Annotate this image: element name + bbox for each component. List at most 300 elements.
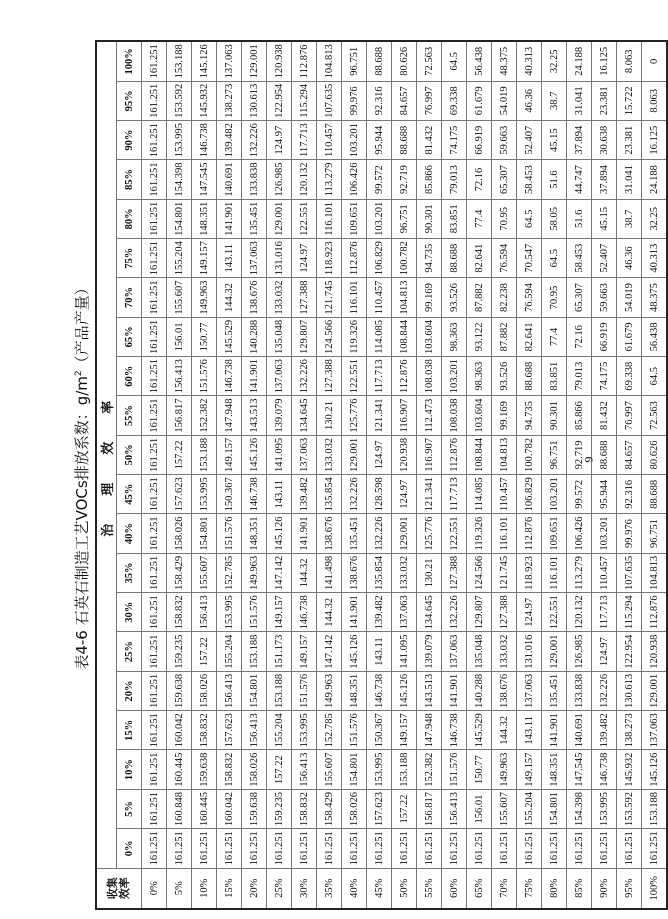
table-cell: 146.738 bbox=[192, 120, 217, 159]
table-cell: 116.907 bbox=[417, 435, 442, 474]
table-cell: 150.77 bbox=[192, 317, 217, 356]
table-cell: 148.351 bbox=[242, 514, 267, 553]
table-cell: 153.188 bbox=[642, 789, 668, 828]
table-cell: 24.188 bbox=[642, 160, 668, 199]
table-cell: 46.36 bbox=[617, 239, 642, 278]
table-cell: 137.063 bbox=[242, 239, 267, 278]
table-cell: 161.251 bbox=[467, 829, 492, 868]
corner-line1: 收集 bbox=[106, 877, 119, 900]
table-cell: 112.876 bbox=[342, 239, 367, 278]
table-cell: 80.626 bbox=[392, 41, 417, 81]
table-cell: 103.201 bbox=[442, 357, 467, 396]
table-cell: 90.301 bbox=[417, 199, 442, 238]
table-cell: 130.21 bbox=[417, 553, 442, 592]
table-cell: 138.273 bbox=[617, 711, 642, 750]
table-cell: 96.751 bbox=[392, 199, 417, 238]
table-cell: 121.341 bbox=[417, 475, 442, 514]
table-cell: 37.894 bbox=[567, 120, 592, 159]
table-cell: 24.188 bbox=[567, 41, 592, 81]
table-cell: 158.026 bbox=[342, 789, 367, 828]
table-cell: 122.551 bbox=[442, 514, 467, 553]
table-cell: 160.042 bbox=[217, 789, 242, 828]
table-cell: 157.623 bbox=[167, 475, 192, 514]
table-cell: 116.907 bbox=[392, 396, 417, 435]
table-cell: 161.251 bbox=[417, 829, 442, 868]
table-cell: 104.813 bbox=[317, 41, 342, 81]
table-cell: 128.598 bbox=[367, 475, 392, 514]
table-cell: 122.551 bbox=[292, 199, 317, 238]
table-cell: 161.251 bbox=[267, 829, 292, 868]
table-cell: 87.882 bbox=[467, 278, 492, 317]
table-cell: 151.173 bbox=[267, 632, 292, 671]
page-number: 9 bbox=[581, 456, 596, 463]
table-cell: 99.976 bbox=[617, 514, 642, 553]
table-cell: 129.807 bbox=[467, 593, 492, 632]
table-cell: 153.995 bbox=[592, 789, 617, 828]
table-cell: 115.294 bbox=[617, 593, 642, 632]
table-cell: 104.813 bbox=[642, 553, 668, 592]
table-cell: 161.251 bbox=[142, 199, 167, 238]
table-cell: 124.97 bbox=[517, 593, 542, 632]
table-cell: 88.688 bbox=[442, 239, 467, 278]
row-header: 0% bbox=[142, 868, 167, 909]
table-cell: 112.876 bbox=[392, 357, 417, 396]
row-header: 70% bbox=[492, 868, 517, 909]
table-cell: 59.663 bbox=[592, 278, 617, 317]
table-cell: 126.985 bbox=[567, 632, 592, 671]
table-cell: 69.338 bbox=[617, 357, 642, 396]
table-cell: 143.11 bbox=[267, 475, 292, 514]
table-cell: 69.338 bbox=[442, 81, 467, 120]
row-header: 50% bbox=[392, 868, 417, 909]
column-header: 15% bbox=[117, 711, 142, 750]
table-cell: 44.747 bbox=[567, 160, 592, 199]
table-cell: 107.635 bbox=[317, 81, 342, 120]
table-cell: 122.954 bbox=[267, 81, 292, 120]
table-cell: 99.169 bbox=[417, 278, 442, 317]
row-header: 35% bbox=[317, 868, 342, 909]
table-cell: 56.438 bbox=[642, 317, 668, 356]
table-cell: 77.4 bbox=[467, 199, 492, 238]
table-cell: 94.735 bbox=[517, 396, 542, 435]
column-header: 60% bbox=[117, 357, 142, 396]
table-cell: 153.188 bbox=[267, 671, 292, 710]
table-cell: 161.251 bbox=[367, 829, 392, 868]
table-cell: 119.326 bbox=[467, 514, 492, 553]
table-cell: 88.688 bbox=[642, 475, 668, 514]
table-row bbox=[417, 41, 442, 909]
table-cell: 94.735 bbox=[417, 239, 442, 278]
table-cell: 122.551 bbox=[342, 357, 367, 396]
column-header: 70% bbox=[117, 278, 142, 317]
table-cell: 143.11 bbox=[217, 239, 242, 278]
table-cell: 85.866 bbox=[567, 396, 592, 435]
table-cell: 154.801 bbox=[167, 199, 192, 238]
table-cell: 79.013 bbox=[567, 357, 592, 396]
table-cell: 161.251 bbox=[142, 553, 167, 592]
table-cell: 158.026 bbox=[242, 750, 267, 789]
table-cell: 161.251 bbox=[642, 829, 668, 868]
table-cell: 121.745 bbox=[492, 553, 517, 592]
table-row bbox=[567, 41, 592, 909]
table-cell: 116.101 bbox=[492, 514, 517, 553]
table-cell: 141.901 bbox=[442, 671, 467, 710]
table-cell: 130.21 bbox=[317, 396, 342, 435]
table-cell: 151.576 bbox=[342, 711, 367, 750]
table-cell: 72.563 bbox=[417, 41, 442, 81]
table-cell: 46.36 bbox=[517, 81, 542, 120]
table-cell: 108.844 bbox=[392, 317, 417, 356]
table-cell: 161.251 bbox=[142, 435, 167, 474]
column-header: 25% bbox=[117, 632, 142, 671]
table-cell: 158.429 bbox=[167, 553, 192, 592]
table-cell: 139.079 bbox=[267, 396, 292, 435]
table-cell: 30.638 bbox=[592, 120, 617, 159]
table-cell: 83.851 bbox=[542, 357, 567, 396]
table-cell: 146.738 bbox=[442, 711, 467, 750]
table-cell: 151.576 bbox=[442, 750, 467, 789]
table-cell: 148.351 bbox=[342, 671, 367, 710]
column-header-row bbox=[117, 41, 142, 909]
table-cell: 109.651 bbox=[542, 514, 567, 553]
table-cell: 127.388 bbox=[317, 357, 342, 396]
table-cell: 157.22 bbox=[192, 632, 217, 671]
column-header: 65% bbox=[117, 317, 142, 356]
table-cell: 160.445 bbox=[192, 789, 217, 828]
table-cell: 147.545 bbox=[192, 160, 217, 199]
table-cell: 151.576 bbox=[217, 514, 242, 553]
table-cell: 155.607 bbox=[192, 553, 217, 592]
row-header: 25% bbox=[267, 868, 292, 909]
table-row bbox=[242, 41, 267, 909]
table-cell: 161.251 bbox=[142, 829, 167, 868]
table-cell: 161.251 bbox=[142, 41, 167, 81]
table-cell: 103.604 bbox=[467, 396, 492, 435]
table-cell: 96.751 bbox=[642, 514, 668, 553]
table-cell: 141.901 bbox=[292, 514, 317, 553]
table-cell: 161.251 bbox=[217, 829, 242, 868]
table-cell: 153.995 bbox=[217, 593, 242, 632]
table-cell: 161.251 bbox=[242, 829, 267, 868]
table-cell: 137.063 bbox=[267, 357, 292, 396]
table-cell: 161.251 bbox=[567, 829, 592, 868]
table-cell: 161.251 bbox=[142, 357, 167, 396]
table-cell: 161.251 bbox=[592, 829, 617, 868]
table-cell: 95.944 bbox=[592, 475, 617, 514]
table-cell: 160.042 bbox=[167, 711, 192, 750]
table-cell: 120.132 bbox=[567, 593, 592, 632]
table-cell: 149.157 bbox=[217, 435, 242, 474]
row-header: 10% bbox=[192, 868, 217, 909]
table-cell: 8.063 bbox=[617, 41, 642, 81]
table-cell: 15.722 bbox=[617, 81, 642, 120]
column-header: 0% bbox=[117, 829, 142, 868]
table-cell: 141.901 bbox=[242, 357, 267, 396]
table-cell: 51.6 bbox=[567, 199, 592, 238]
table-cell: 74.175 bbox=[442, 120, 467, 159]
table-cell: 64.5 bbox=[442, 41, 467, 81]
table-row bbox=[267, 41, 292, 909]
table-cell: 139.482 bbox=[217, 120, 242, 159]
column-header: 30% bbox=[117, 593, 142, 632]
table-cell: 135.451 bbox=[542, 671, 567, 710]
table-row bbox=[392, 41, 417, 909]
table-cell: 106.426 bbox=[567, 514, 592, 553]
table-cell: 137.063 bbox=[392, 593, 417, 632]
table-cell: 118.923 bbox=[317, 239, 342, 278]
table-cell: 161.251 bbox=[442, 829, 467, 868]
table-cell: 156.817 bbox=[167, 396, 192, 435]
table-cell: 116.101 bbox=[342, 278, 367, 317]
table-cell: 154.398 bbox=[167, 160, 192, 199]
column-header: 75% bbox=[117, 239, 142, 278]
table-cell: 85.866 bbox=[417, 160, 442, 199]
table-cell: 125.776 bbox=[417, 514, 442, 553]
table-cell: 124.97 bbox=[292, 239, 317, 278]
table-row bbox=[467, 41, 492, 909]
table-cell: 40.313 bbox=[642, 239, 668, 278]
table-cell: 137.063 bbox=[642, 711, 668, 750]
table-cell: 161.251 bbox=[617, 829, 642, 868]
table-cell: 129.001 bbox=[242, 41, 267, 81]
table-cell: 139.482 bbox=[367, 593, 392, 632]
table-cell: 161.251 bbox=[142, 160, 167, 199]
table-cell: 161.251 bbox=[342, 829, 367, 868]
table-cell: 130.613 bbox=[242, 81, 267, 120]
table-cell: 148.351 bbox=[542, 750, 567, 789]
table-cell: 157.22 bbox=[267, 750, 292, 789]
table-cell: 99.976 bbox=[342, 81, 367, 120]
table-cell: 45.15 bbox=[542, 120, 567, 159]
table-cell: 156.01 bbox=[167, 317, 192, 356]
table-cell: 156.817 bbox=[417, 789, 442, 828]
table-cell: 129.807 bbox=[292, 317, 317, 356]
table-row bbox=[542, 41, 567, 909]
table-cell: 138.676 bbox=[242, 278, 267, 317]
table-cell: 137.063 bbox=[217, 41, 242, 81]
table-cell: 65.307 bbox=[492, 160, 517, 199]
column-header: 100% bbox=[117, 41, 142, 81]
table-cell: 152.382 bbox=[192, 396, 217, 435]
title-suffix: （产品产量） bbox=[73, 280, 91, 371]
table-cell: 161.251 bbox=[142, 632, 167, 671]
column-header: 20% bbox=[117, 671, 142, 710]
table-cell: 148.351 bbox=[192, 199, 217, 238]
table-cell: 16.125 bbox=[642, 120, 668, 159]
row-header: 100% bbox=[642, 868, 668, 909]
table-cell: 23.381 bbox=[592, 81, 617, 120]
table-cell: 37.894 bbox=[592, 160, 617, 199]
table-cell: 8.063 bbox=[642, 81, 668, 120]
table-cell: 146.738 bbox=[242, 475, 267, 514]
table-cell: 156.413 bbox=[167, 357, 192, 396]
table-cell: 32.25 bbox=[642, 199, 668, 238]
table-cell: 76.594 bbox=[492, 239, 517, 278]
table-cell: 147.948 bbox=[217, 396, 242, 435]
table-cell: 112.876 bbox=[442, 435, 467, 474]
table-row bbox=[292, 41, 317, 909]
table-cell: 120.938 bbox=[267, 41, 292, 81]
table-cell: 144.32 bbox=[292, 553, 317, 592]
table-cell: 146.738 bbox=[367, 671, 392, 710]
table-cell: 131.016 bbox=[517, 632, 542, 671]
table-cell: 114.085 bbox=[467, 475, 492, 514]
table-cell: 66.919 bbox=[467, 120, 492, 159]
table-cell: 144.32 bbox=[317, 593, 342, 632]
table-cell: 76.997 bbox=[617, 396, 642, 435]
table-cell: 161.251 bbox=[142, 278, 167, 317]
table-cell: 124.97 bbox=[592, 632, 617, 671]
table-cell: 64.5 bbox=[642, 357, 668, 396]
row-header: 30% bbox=[292, 868, 317, 909]
table-cell: 72.16 bbox=[467, 160, 492, 199]
table-cell: 153.188 bbox=[392, 750, 417, 789]
table-cell: 38.7 bbox=[542, 81, 567, 120]
table-cell: 133.838 bbox=[242, 160, 267, 199]
table-cell: 129.001 bbox=[642, 671, 668, 710]
table-cell: 135.451 bbox=[342, 514, 367, 553]
table-cell: 161.251 bbox=[142, 317, 167, 356]
table-cell: 127.388 bbox=[442, 553, 467, 592]
table-cell: 146.738 bbox=[592, 750, 617, 789]
column-header: 10% bbox=[117, 750, 142, 789]
table-cell: 124.97 bbox=[392, 475, 417, 514]
table-cell: 161.251 bbox=[317, 829, 342, 868]
table-title bbox=[65, 40, 93, 910]
table-cell: 153.592 bbox=[617, 789, 642, 828]
table-cell: 161.251 bbox=[142, 475, 167, 514]
table-cell: 70.95 bbox=[492, 199, 517, 238]
table-cell: 153.995 bbox=[167, 120, 192, 159]
table-cell: 70.95 bbox=[542, 278, 567, 317]
table-cell: 16.125 bbox=[592, 41, 617, 81]
table-cell: 125.776 bbox=[342, 396, 367, 435]
table-cell: 124.566 bbox=[317, 317, 342, 356]
table-cell: 98.363 bbox=[467, 357, 492, 396]
table-cell: 74.175 bbox=[592, 357, 617, 396]
table-cell: 159.638 bbox=[242, 789, 267, 828]
table-cell: 120.938 bbox=[392, 435, 417, 474]
table-cell: 31.041 bbox=[617, 160, 642, 199]
table-cell: 122.954 bbox=[617, 632, 642, 671]
table-cell: 83.851 bbox=[442, 199, 467, 238]
table-cell: 149.157 bbox=[267, 593, 292, 632]
table-cell: 141.901 bbox=[542, 711, 567, 750]
table-cell: 145.126 bbox=[242, 435, 267, 474]
table-cell: 88.688 bbox=[517, 357, 542, 396]
table-cell: 143.513 bbox=[417, 671, 442, 710]
table-cell: 98.363 bbox=[442, 317, 467, 356]
table-cell: 79.013 bbox=[442, 160, 467, 199]
table-cell: 122.551 bbox=[542, 593, 567, 632]
table-cell: 145.126 bbox=[267, 514, 292, 553]
table-cell: 112.473 bbox=[417, 396, 442, 435]
table-cell: 93.526 bbox=[442, 278, 467, 317]
table-cell: 106.426 bbox=[342, 160, 367, 199]
table-cell: 132.226 bbox=[242, 120, 267, 159]
table-cell: 158.832 bbox=[217, 750, 242, 789]
table-cell: 48.375 bbox=[492, 41, 517, 81]
table-cell: 144.32 bbox=[217, 278, 242, 317]
row-header: 85% bbox=[567, 868, 592, 909]
table-cell: 143.513 bbox=[242, 396, 267, 435]
column-header: 5% bbox=[117, 789, 142, 828]
table-cell: 103.201 bbox=[542, 475, 567, 514]
table-cell: 149.963 bbox=[242, 553, 267, 592]
table-cell: 61.679 bbox=[617, 317, 642, 356]
table-cell: 157.22 bbox=[167, 435, 192, 474]
row-header: 45% bbox=[367, 868, 392, 909]
table-cell: 153.995 bbox=[292, 711, 317, 750]
corner-header bbox=[96, 868, 142, 909]
table-cell: 161.251 bbox=[192, 829, 217, 868]
title-text: 表4-6 石英石制造工艺VOCs排放系数：g/m bbox=[73, 376, 91, 670]
table-cell: 156.01 bbox=[467, 789, 492, 828]
table-cell: 150.367 bbox=[217, 475, 242, 514]
table-cell: 161.251 bbox=[167, 829, 192, 868]
table-cell: 149.157 bbox=[192, 239, 217, 278]
table-cell: 161.251 bbox=[142, 514, 167, 553]
table-cell: 153.188 bbox=[192, 435, 217, 474]
table-cell: 113.279 bbox=[567, 553, 592, 592]
table-cell: 159.638 bbox=[167, 671, 192, 710]
table-cell: 124.97 bbox=[367, 435, 392, 474]
emission-factor-table bbox=[95, 40, 668, 910]
table-cell: 133.032 bbox=[492, 632, 517, 671]
table-cell: 103.201 bbox=[367, 199, 392, 238]
row-header: 75% bbox=[517, 868, 542, 909]
table-cell: 38.7 bbox=[617, 199, 642, 238]
table-cell: 141.901 bbox=[217, 199, 242, 238]
table-cell: 151.576 bbox=[242, 593, 267, 632]
table-cell: 92.719 bbox=[567, 435, 592, 474]
table-cell: 161.251 bbox=[142, 81, 167, 120]
table-cell: 161.251 bbox=[142, 120, 167, 159]
table-cell: 150.367 bbox=[367, 711, 392, 750]
table-cell: 156.413 bbox=[242, 711, 267, 750]
table-cell: 156.413 bbox=[192, 593, 217, 632]
table-cell: 61.679 bbox=[467, 81, 492, 120]
table-cell: 151.576 bbox=[292, 671, 317, 710]
table-cell: 64.5 bbox=[517, 199, 542, 238]
table-cell: 156.413 bbox=[442, 789, 467, 828]
table-cell: 141.901 bbox=[342, 593, 367, 632]
column-header: 55% bbox=[117, 396, 142, 435]
table-cell: 117.713 bbox=[442, 475, 467, 514]
table-cell: 154.801 bbox=[342, 750, 367, 789]
table-cell: 158.832 bbox=[292, 789, 317, 828]
table-cell: 81.432 bbox=[417, 120, 442, 159]
table-cell: 104.813 bbox=[492, 435, 517, 474]
table-cell: 58.453 bbox=[567, 239, 592, 278]
table-cell: 138.676 bbox=[317, 514, 342, 553]
table-cell: 133.032 bbox=[392, 553, 417, 592]
column-header: 50% bbox=[117, 435, 142, 474]
table-cell: 146.738 bbox=[217, 357, 242, 396]
table-cell: 31.041 bbox=[567, 81, 592, 120]
table-cell: 133.032 bbox=[317, 435, 342, 474]
table-row bbox=[592, 41, 617, 909]
table-cell: 82.641 bbox=[517, 317, 542, 356]
table-cell: 158.832 bbox=[167, 593, 192, 632]
table-cell: 139.079 bbox=[417, 632, 442, 671]
table-row bbox=[217, 41, 242, 909]
table-cell: 154.398 bbox=[567, 789, 592, 828]
table-cell: 158.026 bbox=[192, 671, 217, 710]
table-cell: 161.251 bbox=[392, 829, 417, 868]
table-cell: 84.657 bbox=[392, 81, 417, 120]
table-cell: 32.25 bbox=[542, 41, 567, 81]
